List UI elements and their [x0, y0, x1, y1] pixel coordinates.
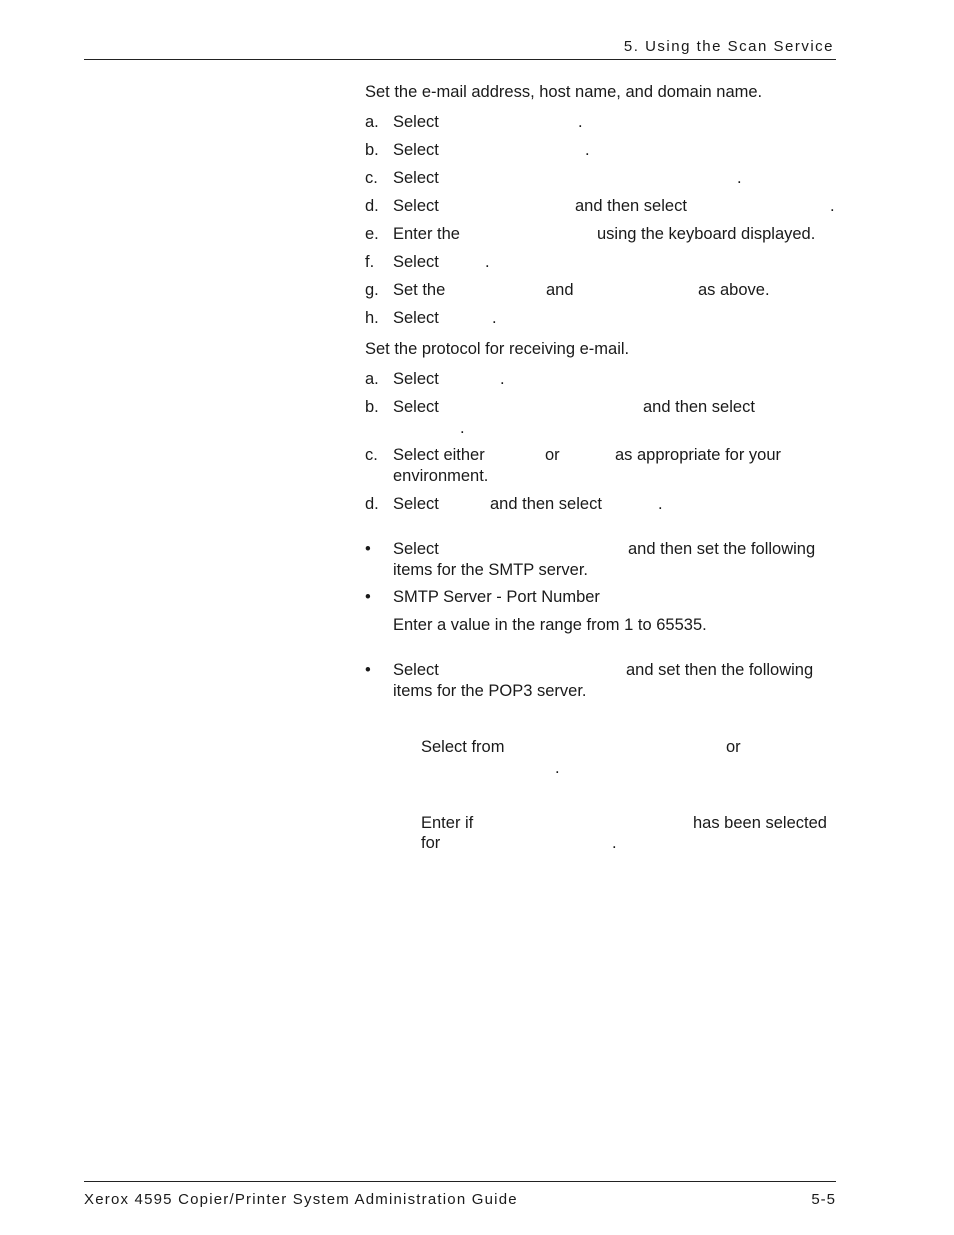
list-text: Select either	[393, 446, 485, 464]
list-text: Select	[393, 113, 439, 131]
list-period: .	[737, 169, 742, 187]
list-text: using the keyboard displayed.	[597, 225, 816, 243]
list-text: Select	[393, 253, 439, 271]
list-period: .	[485, 253, 490, 271]
list-text: Select	[393, 398, 439, 416]
list-marker: a.	[365, 113, 379, 131]
list-marker: c.	[365, 446, 378, 464]
list-period: .	[658, 495, 663, 513]
list-marker: d.	[365, 495, 379, 513]
smtp-port-label: SMTP Server - Port Number	[393, 588, 600, 606]
header-rule	[84, 59, 836, 60]
list-text: and	[546, 281, 574, 299]
footer-rule	[84, 1181, 836, 1182]
list-text: Enter the	[393, 225, 460, 243]
list-text: for	[421, 834, 441, 852]
list-marker: b.	[365, 398, 379, 416]
list-text: or	[545, 446, 560, 464]
list-text: Enter if	[421, 814, 474, 832]
list-text: items for the SMTP server.	[393, 561, 589, 579]
list-text: Select	[393, 370, 439, 388]
list-text: and then select	[490, 495, 602, 513]
list-period: .	[492, 309, 497, 327]
list-marker: b.	[365, 141, 379, 159]
list-period: .	[612, 834, 617, 852]
list-text: as above.	[698, 281, 770, 299]
list-period: .	[555, 759, 560, 777]
bullet: •	[365, 540, 371, 558]
list-text: Select	[393, 540, 439, 558]
list-text: as appropriate for your	[615, 446, 782, 464]
list-period: .	[578, 113, 583, 131]
list-period: .	[460, 419, 465, 437]
list-period: .	[500, 370, 505, 388]
list-text: items for the POP3 server.	[393, 682, 587, 700]
page-number: 5-5	[811, 1191, 836, 1208]
list-marker: c.	[365, 169, 378, 187]
list-text: and then select	[575, 197, 687, 215]
guide-title: Xerox 4595 Copier/Printer System Administration Guide	[84, 1191, 518, 1208]
list-marker: e.	[365, 225, 379, 243]
list-text: and then set the following	[628, 540, 816, 558]
list-text: Select	[393, 309, 439, 327]
list-text: has been selected	[693, 814, 827, 832]
smtp-port-description: Enter a value in the range from 1 to 65535.	[393, 616, 707, 634]
list-marker: d.	[365, 197, 379, 215]
list-text: Select	[393, 661, 439, 679]
list-marker: g.	[365, 281, 379, 299]
list-text: Select	[393, 141, 439, 159]
bullet: •	[365, 661, 371, 679]
list-period: .	[585, 141, 590, 159]
list-marker: h.	[365, 309, 379, 327]
step-intro: Set the e-mail address, host name, and domain name.	[365, 83, 763, 101]
list-marker: a.	[365, 370, 379, 388]
list-text: Select from	[421, 738, 505, 756]
list-text: Select	[393, 169, 439, 187]
step-intro: Set the protocol for receiving e-mail.	[365, 340, 630, 358]
list-text: and then select	[643, 398, 755, 416]
list-text: or	[726, 738, 741, 756]
list-text: Set the	[393, 281, 446, 299]
list-period: .	[830, 197, 835, 215]
list-text: and set then the following	[626, 661, 814, 679]
list-text: Select	[393, 495, 439, 513]
list-marker: f.	[365, 253, 375, 271]
bullet: •	[365, 588, 371, 606]
list-text: environment.	[393, 467, 489, 485]
section-title: 5. Using the Scan Service	[623, 38, 834, 55]
list-text: Select	[393, 197, 439, 215]
